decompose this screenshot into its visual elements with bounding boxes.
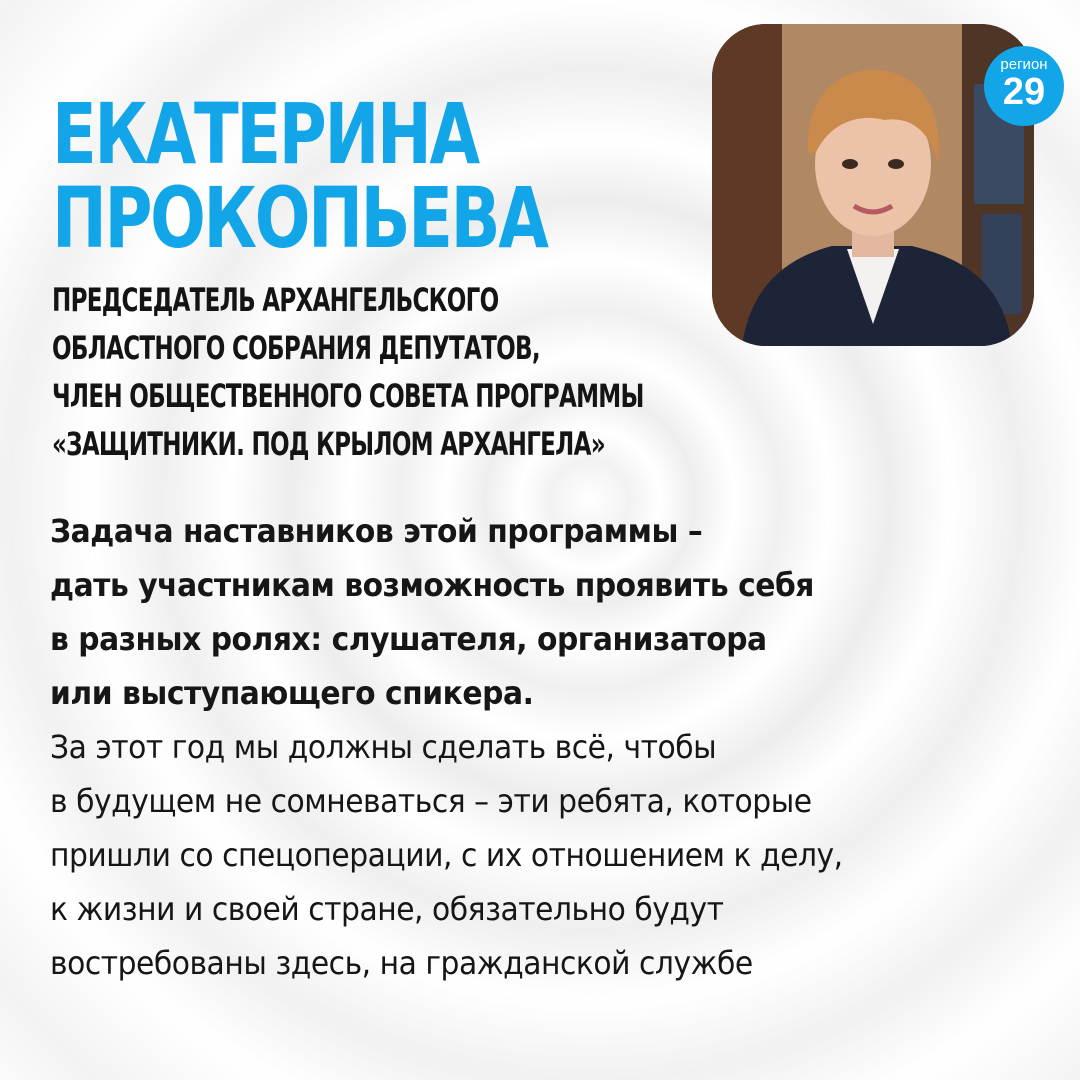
quote-bold-line: Задача наставников этой программы –: [50, 512, 703, 550]
name-last: ПРОКОПЬЕВА: [52, 169, 547, 267]
name-first: ЕКАТЕРИНА: [52, 85, 478, 183]
quote-line: востребованы здесь, на гражданской службе: [50, 944, 753, 982]
position-line: ЧЛЕН ОБЩЕСТВЕННОГО СОВЕТА ПРОГРАММЫ: [52, 377, 644, 415]
position-line: ПРЕДСЕДАТЕЛЬ АРХАНГЕЛЬСКОГО: [52, 281, 499, 319]
quote-bold-line: в разных ролях: слушателя, организатора: [50, 620, 767, 658]
quote-line: в будущем не сомневаться – эти ребята, которые: [50, 782, 812, 820]
quote-line: пришли со спецоперации, с их отношением к делу,: [50, 836, 843, 874]
person-position: [52, 276, 644, 468]
logo-caption: регион: [1000, 56, 1048, 73]
logo-number: 29: [1002, 71, 1046, 113]
quote-bold-line: или выступающего спикера.: [50, 674, 534, 712]
person-name: [52, 85, 547, 267]
region29-logo: [984, 46, 1064, 126]
position-line: «ЗАЩИТНИКИ. ПОД КРЫЛОМ АРХАНГЕЛА»: [52, 425, 605, 463]
position-line: ОБЛАСТНОГО СОБРАНИЯ ДЕПУТАТОВ,: [52, 329, 540, 367]
quote-line: За этот год мы должны сделать всё, чтобы: [50, 728, 717, 766]
quote-text: [50, 504, 843, 990]
quote-line: к жизни и своей стране, обязательно будут: [50, 890, 724, 928]
quote-bold-line: дать участникам возможность проявить себя: [50, 566, 814, 604]
